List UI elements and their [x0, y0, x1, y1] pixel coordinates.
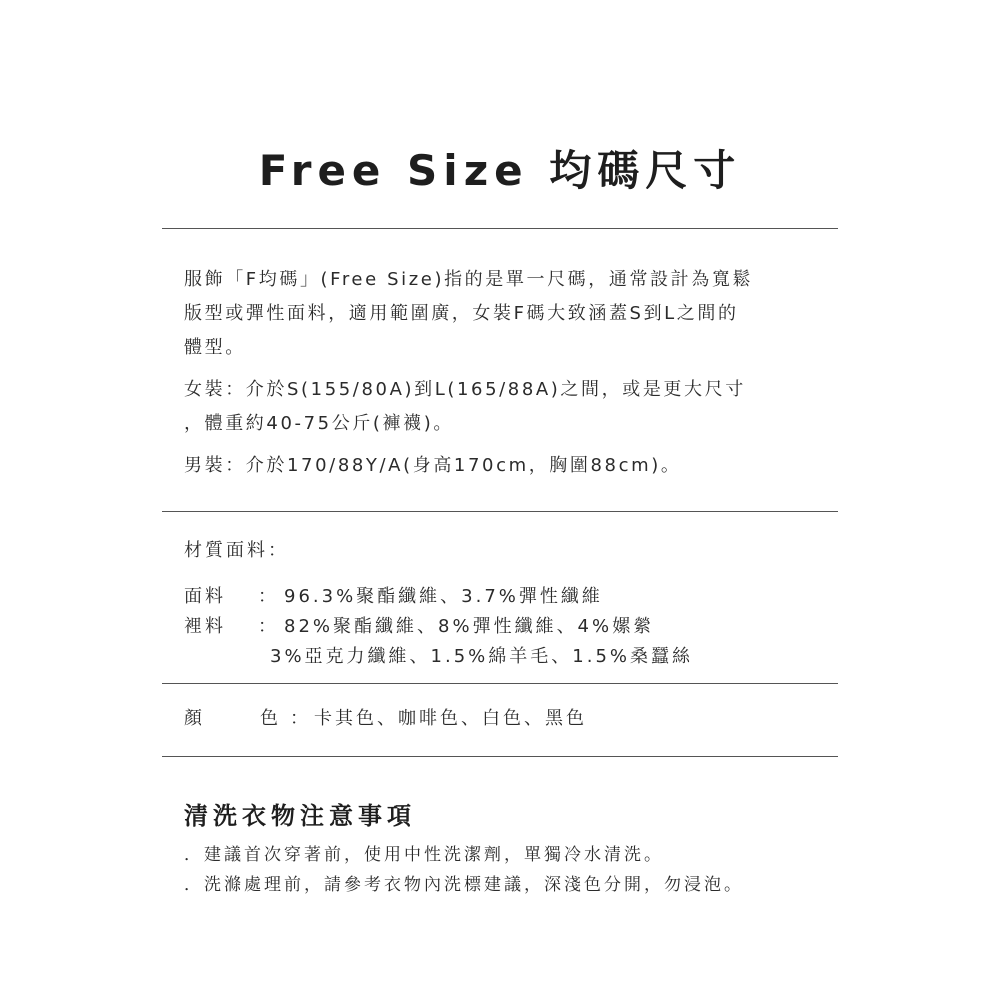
care-item-2: ．洗滌處理前，請參考衣物內洗標建議，深淺色分開，勿浸泡。 — [184, 875, 744, 895]
page-title: Free Size 均碼尺寸 — [258, 146, 742, 195]
colors-value: 卡其色、咖啡色、白色、黑色 — [314, 708, 587, 729]
women-line-2: ，體重約40-75公斤(褲襪)。 — [184, 413, 454, 434]
men-size-paragraph — [184, 449, 834, 483]
colors-row — [184, 704, 587, 734]
divider-care — [162, 756, 838, 757]
lining-label: 裡料 — [184, 616, 226, 637]
care-item-1: ．建議首次穿著前，使用中性洗潔劑，單獨冷水清洗。 — [184, 845, 664, 865]
colors-colon: ： — [290, 708, 311, 729]
divider-top — [162, 228, 838, 229]
fabric-value: 96.3%聚酯纖維、3.7%彈性纖維 — [284, 586, 603, 607]
care-list — [184, 840, 744, 900]
intro-line-2: 版型或彈性面料，適用範圍廣，女裝F碼大致涵蓋S到L之間的 — [184, 303, 739, 324]
men-line-1: 男裝：介於170/88Y/A(身高170cm，胸圍88cm)。 — [184, 455, 682, 476]
material-heading — [184, 536, 834, 566]
intro-line-1: 服飾「F均碼」(Free Size)指的是單一尺碼，通常設計為寬鬆 — [184, 269, 754, 290]
divider-material — [162, 511, 838, 512]
lining-value-1: 82%聚酯纖維、8%彈性纖維、4%嫘縈 — [284, 616, 655, 637]
size-description — [184, 263, 834, 483]
fabric-colon: ： — [258, 586, 279, 607]
women-size-paragraph — [184, 373, 834, 441]
colors-label-char-2: 色 — [260, 708, 281, 729]
divider-colors — [162, 683, 838, 684]
intro-paragraph — [184, 263, 834, 365]
lining-row-continued — [184, 642, 834, 672]
material-section — [184, 536, 834, 672]
material-heading-text: 材質面料： — [184, 540, 289, 561]
lining-colon: ： — [258, 616, 279, 637]
fabric-row — [184, 582, 834, 612]
lining-value-2: 3%亞克力纖維、1.5%綿羊毛、1.5%桑蠶絲 — [270, 646, 694, 667]
fabric-label: 面料 — [184, 586, 226, 607]
colors-label-char-1: 顏 — [184, 708, 205, 729]
women-line-1: 女裝：介於S(155/80A)到L(165/88A)之間，或是更大尺寸 — [184, 379, 746, 400]
lining-row — [184, 612, 834, 642]
care-heading: 清洗衣物注意事項 — [184, 802, 416, 830]
intro-line-3: 體型。 — [184, 337, 246, 358]
